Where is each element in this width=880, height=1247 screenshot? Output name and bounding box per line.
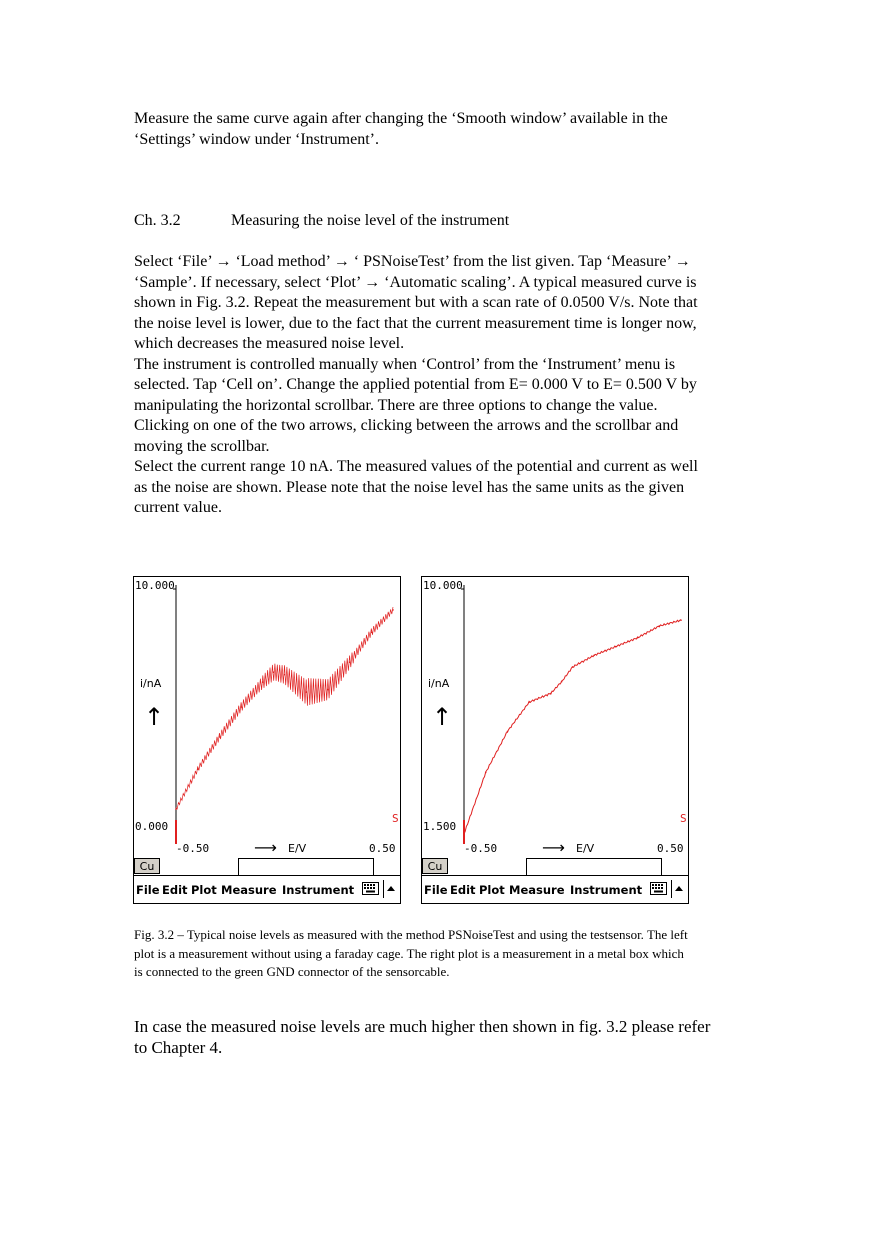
- menu-bar: [422, 875, 688, 904]
- paragraph-manual-control: The instrument is controlled manually when ‘Control’ from the ‘Instrument’ menu is selected. Tap ‘Cell on’. Change the applied potential from E= 0.000 V to E= 0.500 V by manipulating the horizontal scrollbar. There are three options to change the value. Clicking on one of the two arrows, clicking between the arrows and the scrollbar and moving the scrollbar.: [134, 355, 697, 455]
- y-axis-max-label: 10.000: [423, 579, 463, 592]
- x-axis-arrow: ⟶: [542, 838, 565, 857]
- horizontal-scrollbar[interactable]: [238, 858, 374, 875]
- data-points: [175, 609, 394, 810]
- keyboard-icon[interactable]: [362, 882, 379, 895]
- y-axis-arrow: ↑: [144, 703, 165, 731]
- noise-plot-right: [422, 577, 688, 857]
- y-axis-label: i/nA: [428, 677, 450, 690]
- menu-separator: [671, 880, 672, 898]
- x-axis-max-label: 0.50: [657, 842, 684, 855]
- series-line: [176, 607, 393, 809]
- cu-tab[interactable]: Cu: [422, 858, 448, 874]
- figure-caption: Fig. 3.2 – Typical noise levels as measured with the method PSNoiseTest and using the testsensor. The left plot is a measurement without using a faraday cage. The right plot is a measurement in a metal box which is connected to the green GND connector of the sensorcable.: [134, 927, 688, 979]
- section-heading: [134, 211, 714, 232]
- series-line: [464, 620, 681, 834]
- y-axis-label: i/nA: [140, 677, 162, 690]
- instructions-block: [134, 252, 704, 519]
- paragraph-refer-chapter: In case the measured noise levels are much higher then shown in fig. 3.2 please refer to Chapter 4.: [134, 1017, 711, 1057]
- y-axis-min-label: 1.500: [423, 820, 457, 833]
- menu-separator: [383, 880, 384, 898]
- noise-plot-left: [134, 577, 400, 857]
- menu-edit[interactable]: Edit: [162, 883, 188, 897]
- menu-file[interactable]: File: [136, 883, 160, 897]
- keyboard-icon[interactable]: [650, 882, 667, 895]
- horizontal-scrollbar[interactable]: [526, 858, 662, 875]
- menu-instrument[interactable]: Instrument: [282, 883, 355, 897]
- section-title: Measuring the noise level of the instrument: [231, 212, 510, 229]
- pda-screenshot-left: [133, 576, 401, 904]
- menu-edit[interactable]: Edit: [450, 883, 476, 897]
- paragraph-current-range: Select the current range 10 nA. The measured values of the potential and current as well as the noise are shown. Please note that the noise level has the same units as the given current value.: [134, 458, 698, 516]
- menu-instrument[interactable]: Instrument: [570, 883, 643, 897]
- s-marker: S: [680, 812, 687, 825]
- x-axis-arrow: ⟶: [254, 838, 277, 857]
- triangle-up-icon[interactable]: [673, 882, 685, 895]
- x-axis-min-label: -0.50: [464, 842, 498, 855]
- pda-screenshot-right: [421, 576, 689, 904]
- section-number: Ch. 3.2: [134, 212, 181, 229]
- y-axis-max-label: 10.000: [135, 579, 175, 592]
- data-points: [463, 619, 682, 834]
- x-axis-min-label: -0.50: [176, 842, 210, 855]
- menu-bar: [134, 875, 400, 904]
- triangle-up-icon[interactable]: [385, 882, 397, 895]
- paragraph-smooth-window: Measure the same curve again after changing the ‘Smooth window’ available in the ‘Settings’ window under ‘Instrument’.: [134, 110, 668, 148]
- y-axis-arrow: ↑: [432, 703, 453, 731]
- menu-measure[interactable]: Measure: [221, 883, 277, 897]
- y-axis-min-label: 0.000: [135, 820, 169, 833]
- menu-plot[interactable]: Plot: [191, 883, 217, 897]
- menu-file[interactable]: File: [424, 883, 448, 897]
- menu-measure[interactable]: Measure: [509, 883, 565, 897]
- cu-tab[interactable]: Cu: [134, 858, 160, 874]
- x-axis-max-label: 0.50: [369, 842, 396, 855]
- paragraph-select-method: Select ‘File’ → ‘Load method’ → ‘ PSNoiseTest’ from the list given. Tap ‘Measure’ → ‘Sample’. If necessary, select ‘Plot’ → ‘Automatic scaling’. A typical measured curve is shown in Fig. 3.2. Repeat the measurement but with a scan rate of 0.0500 V/s. Note that the noise level is lower, due to the fact that the current measurement time is longer now, which decreases the measured noise level.: [134, 253, 698, 352]
- x-axis-label: E/V: [288, 842, 307, 855]
- x-axis-label: E/V: [576, 842, 595, 855]
- menu-plot[interactable]: Plot: [479, 883, 505, 897]
- s-marker: S: [392, 812, 399, 825]
